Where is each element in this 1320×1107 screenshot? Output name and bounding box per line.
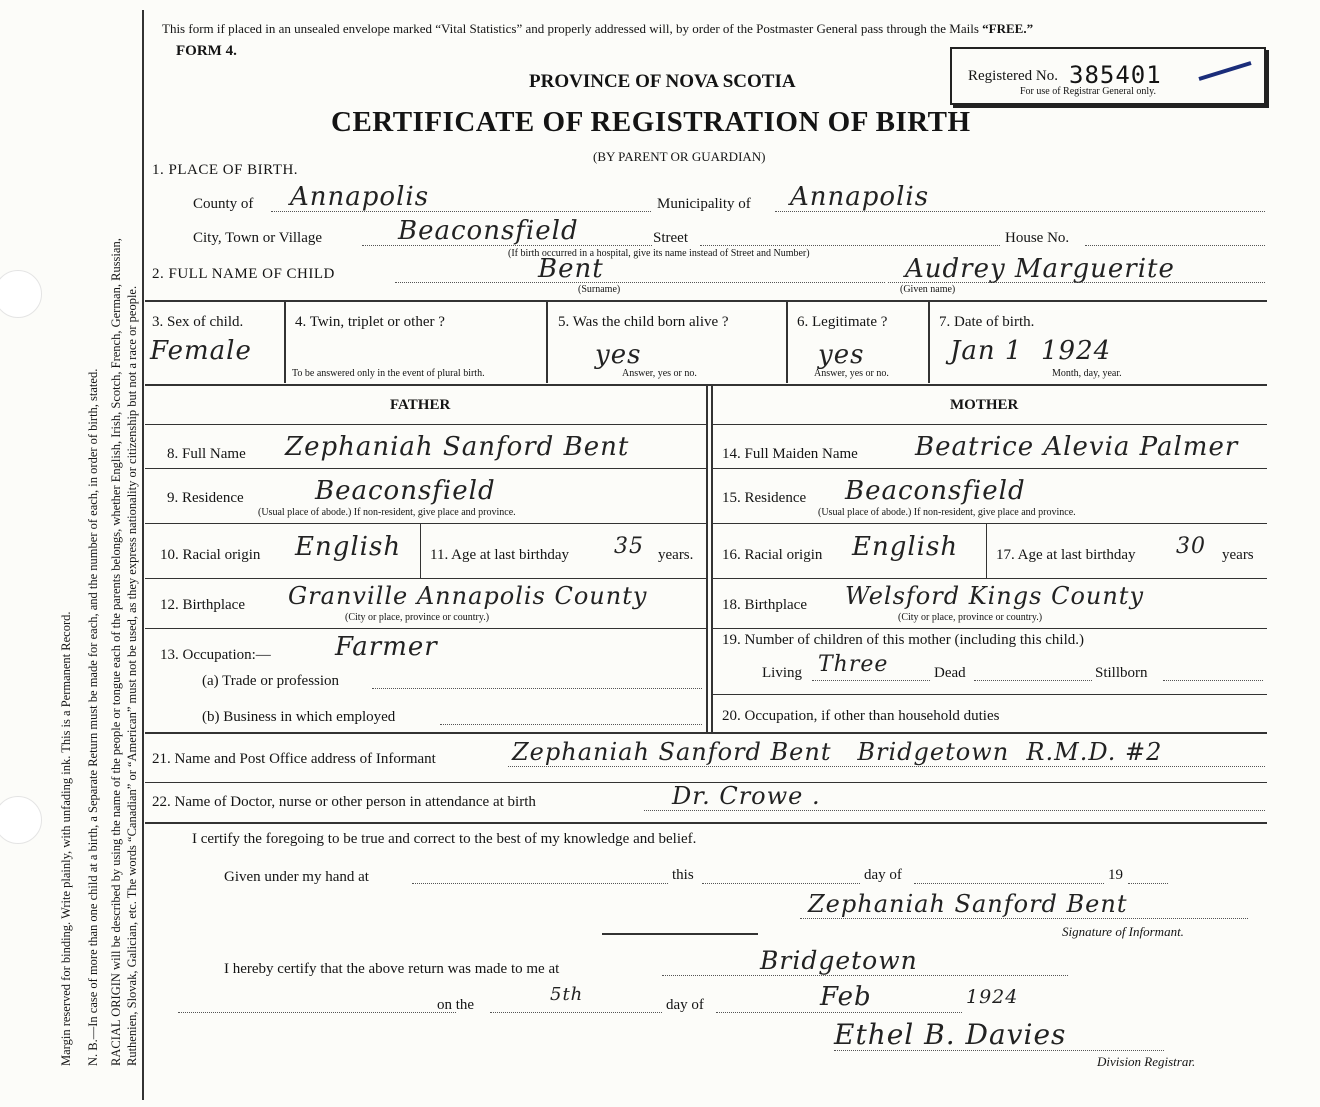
return-month: Feb [820,982,872,1012]
given-under-hand-label: Given under my hand at [224,869,369,885]
house-number-label: House No. [1005,230,1070,246]
father-residence-label: 9. Residence [167,490,244,506]
margin-note-multiple-births: N. B.—In case of more than one child at a birth, a Separate Return must be made for each, and the number of each, in order of birth, stated. [86,368,100,1066]
sex-label: 3. Sex of child. [152,314,244,330]
return-place: Bridgetown [760,946,918,975]
informant-signature: Zephaniah Sanford Bent [808,890,1128,918]
on-the-label: on the [437,997,475,1013]
surname-note: (Surname) [578,284,621,295]
city-value: Beaconsfield [398,216,579,246]
father-residence-note: (Usual place of abode.) If non-resident, give place and province. [258,507,516,518]
given-name-note: (Given name) [900,284,956,295]
informant-value: Zephaniah Sanford Bent Bridgetown R.M.D. #2 [512,738,1163,766]
margin-note-nationality: Ruthenien, Slovak, Galician, etc. The words “Canadian” or “American” must not be used, as they express nationality or citizenship but not a race or people. [125,285,139,1066]
day-of-label: day of [864,867,902,883]
date-of-birth-note: Month, day, year. [1052,368,1122,379]
municipality-label: Municipality of [657,196,751,212]
child-given-name: Audrey Marguerite [905,254,1175,284]
day-of-2-label: day of [666,997,704,1013]
mother-age-label: 17. Age at last birthday [996,547,1136,563]
form-number: FORM 4. [176,43,237,59]
father-heading: FATHER [390,397,451,413]
certify-statement: I certify the foregoing to be true and correct to the best of my knowledge and belief. [192,831,697,847]
child-surname: Bent [538,254,604,284]
father-occupation-value: Farmer [335,632,438,662]
living-value: Three [818,652,889,677]
year-prefix: 19 [1108,867,1123,883]
street-label: Street [653,230,688,246]
father-birthplace-label: 12. Birthplace [160,597,245,613]
father-age-unit: years. [658,547,694,563]
legitimate-note: Answer, yes or no. [814,368,889,379]
informant-label: 21. Name and Post Office address of Informant [152,751,436,767]
margin-note-racial-origin: RACIAL ORIGIN will be described by using the name of the people or tongue each of the parents belongs, whether English, Irish, Scotch, French, German, Russian, [109,238,123,1066]
legitimate-value: yes [818,340,865,370]
registrar-general-note: For use of Registrar General only. [1020,86,1156,97]
father-residence-value: Beaconsfield [315,476,496,506]
mother-residence-value: Beaconsfield [845,476,1026,506]
born-alive-label: 5. Was the child born alive ? [558,314,729,330]
hospital-note: (If birth occurred in a hospital, give its name instead of Street and Number) [508,248,810,259]
margin-note-binding: Margin reserved for binding. Write plainly, with unfading ink. This is a Permanent Record. [59,611,73,1066]
mother-name-value: Beatrice Alevia Palmer [915,432,1239,462]
father-birthplace-note: (City or place, province or country.) [345,612,490,623]
binding-hole-bottom [0,796,42,844]
born-alive-note: Answer, yes or no. [622,368,697,379]
born-alive-value: yes [595,340,642,370]
father-name-value: Zephaniah Sanford Bent [285,432,630,462]
date-of-birth-label: 7. Date of birth. [939,314,1035,330]
registrar-caption: Division Registrar. [1097,1054,1196,1069]
mother-name-label: 14. Full Maiden Name [722,446,858,462]
registration-box [950,47,1266,105]
father-racial-origin-value: English [295,532,402,562]
return-made-label: I hereby certify that the above return was made to me at [224,961,560,977]
city-label: City, Town or Village [193,230,323,246]
child-name-label: 2. FULL NAME OF CHILD [152,266,335,282]
twin-label: 4. Twin, triplet or other ? [295,314,445,330]
certificate-title: CERTIFICATE OF REGISTRATION OF BIRTH [331,106,971,138]
date-of-birth-value: Jan 1 1924 [950,336,1112,366]
twin-note: To be answered only in the event of plural birth. [292,368,485,379]
mother-racial-origin-label: 16. Racial origin [722,547,823,563]
province-heading: PROVINCE OF NOVA SCOTIA [529,71,796,92]
mother-occupation-label: 20. Occupation, if other than household duties [722,708,1000,724]
municipality-value: Annapolis [790,182,930,212]
sex-value: Female [150,336,252,366]
father-occupation-label: 13. Occupation:— [160,647,271,663]
return-day: 5th [550,984,584,1005]
trade-label: (a) Trade or profession [202,673,340,689]
mother-birthplace-value: Welsford Kings County [845,582,1145,610]
living-label: Living [762,665,802,681]
mother-birthplace-label: 18. Birthplace [722,597,807,613]
registered-number: 385401 [1069,61,1162,89]
mother-age-unit: years [1222,547,1254,563]
father-age-value: 35 [614,534,644,559]
stillborn-label: Stillborn [1095,665,1148,681]
county-value: Annapolis [290,182,430,212]
mother-birthplace-note: (City or place, province or country.) [898,612,1043,623]
check-mark-icon [1197,57,1257,90]
place-of-birth-heading: 1. PLACE OF BIRTH. [152,162,299,178]
postal-notice: This form if placed in an unsealed envelope marked “Vital Statistics” and properly addressed will, by order of the Postmaster General pass through the Mails “FREE.” [162,21,1034,36]
dead-label: Dead [934,665,966,681]
certificate-subtitle: (BY PARENT OR GUARDIAN) [593,149,766,164]
father-age-label: 11. Age at last birthday [430,547,569,563]
binding-hole-top [0,270,42,318]
mother-heading: MOTHER [950,397,1019,413]
form-left-border [142,10,144,1100]
this-label: this [672,867,694,883]
father-name-label: 8. Full Name [167,446,246,462]
father-birthplace-value: Granville Annapolis County [288,582,648,610]
county-label: County of [193,196,254,212]
return-year: 1924 [966,986,1019,1008]
mother-age-value: 30 [1176,534,1206,559]
mother-residence-note: (Usual place of abode.) If non-resident, give place and province. [818,507,1076,518]
father-racial-origin-label: 10. Racial origin [160,547,261,563]
registrar-signature: Ethel B. Davies [834,1018,1067,1051]
mother-residence-label: 15. Residence [722,490,807,506]
attendant-label: 22. Name of Doctor, nurse or other person in attendance at birth [152,794,536,810]
business-label: (b) Business in which employed [202,709,396,725]
legitimate-label: 6. Legitimate ? [797,314,888,330]
informant-signature-caption: Signature of Informant. [1062,924,1184,939]
attendant-value: Dr. Crowe . [672,782,821,810]
children-count-label: 19. Number of children of this mother (including this child.) [722,632,1085,648]
mother-racial-origin-value: English [852,532,959,562]
registered-label: Registered No. [968,68,1058,84]
